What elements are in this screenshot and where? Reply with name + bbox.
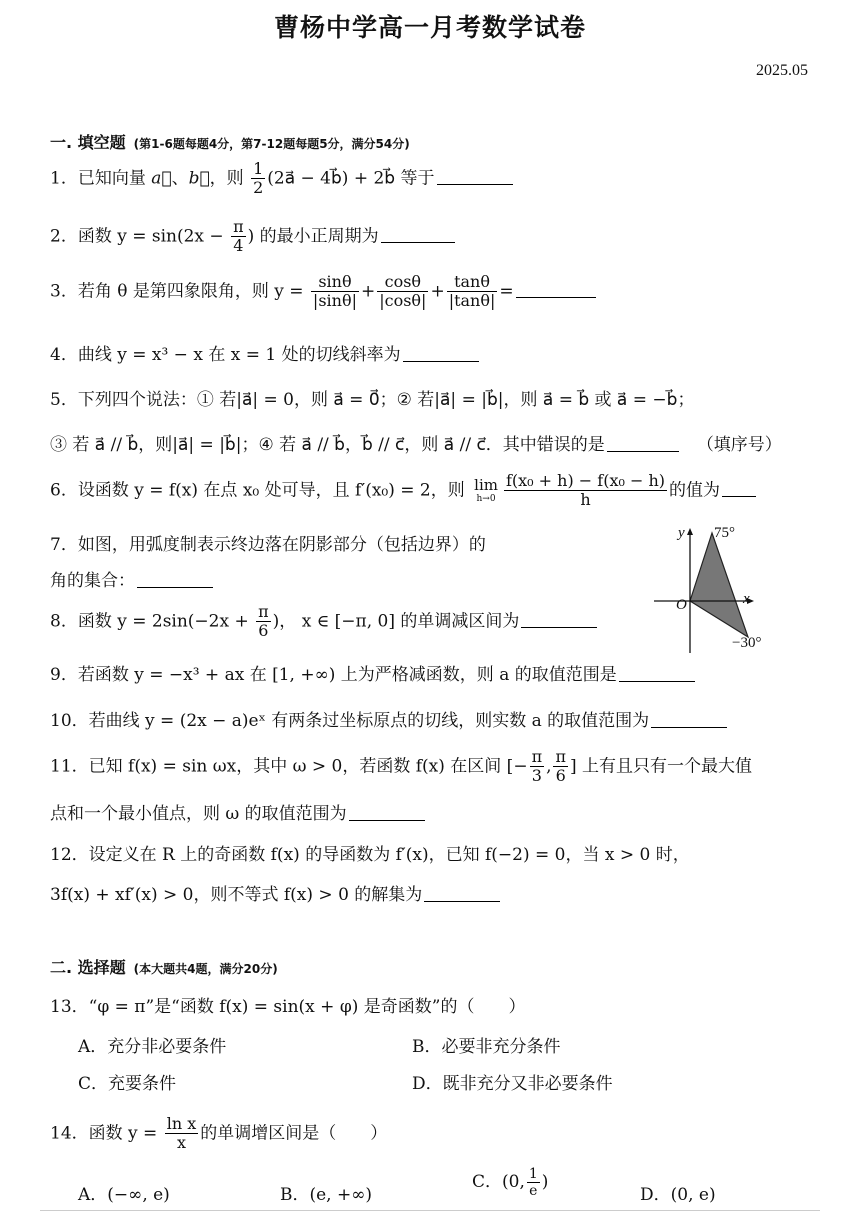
question-12-line-2 [50,880,500,905]
question-3: 3．若角 θ 是第四象限角，则 y = $\frac{\sin\theta}{|\sin\theta|}$ + $\frac{\cos\theta}{|\cos\theta|}$ + $\frac{\tan\theta}{|\tan\theta|}$ = [50,273,596,311]
y-axis-arrow [687,528,693,535]
question-12-line-1 [50,840,690,865]
q5-answer-blank[interactable] [607,434,679,452]
question-7-line-1 [50,530,486,555]
question-4 [50,340,479,365]
q13-option-c[interactable]: C．充要条件 [78,1074,177,1094]
question-8 [50,603,597,641]
q3-fraction-2: $\frac{\cos\theta}{|\cos\theta|}$ [379,272,427,311]
page-bottom-rule [40,1210,820,1211]
q14-option-c-label: C．(0, [472,1172,525,1193]
q8-text-b: )， x ∈ [−π, 0] 的单调减区间为 [272,611,520,632]
q10-text: 10．若曲线 y = (2x − a)eˣ 有两条过坐标原点的切线，则实数 a 的取值范围为 [50,711,650,731]
q2-answer-blank[interactable] [381,225,455,243]
q14-option-c[interactable] [472,1166,548,1199]
q11-fraction-2: $\frac{\pi}{6}$ [555,747,566,786]
q1-fraction: $\frac{1}{2}$ [253,159,264,198]
q7-answer-blank[interactable] [137,570,213,588]
angle-diagram [650,525,785,655]
fig-angle-bottom: −30° [732,635,762,651]
q14-text-b: 的单调增区间是（ ） [200,1123,388,1144]
q1-text-a: 1．已知向量 [50,168,146,189]
q12-text-b: 3f(x) + xf′(x) > 0，则不等式 f(x) > 0 的解集为 [50,885,423,905]
question-7-line-2 [50,566,213,591]
q7-text-b: 角的集合： [50,571,135,591]
q13-option-b[interactable]: B．必要非充分条件 [412,1037,561,1057]
q11-answer-blank[interactable] [349,803,425,821]
q4-text: 4．曲线 y = x³ − x 在 x = 1 处的切线斜率为 [50,345,401,365]
q12-answer-blank[interactable] [424,884,500,902]
fig-x-label: x [743,591,750,607]
q14-fraction: $\frac{\text{ln x}}{x}$ [166,1114,197,1153]
section-1-title: 一. 填空题 [50,133,126,152]
q13-option-a[interactable]: A．充分非必要条件 [78,1037,227,1057]
q14-option-c-fraction: $\frac{1}{e}$ [528,1166,538,1200]
q3-text-a: 3．若角 θ 是第四象限角，则 y = [50,281,304,302]
q12-text-a: 12．设定义在 R 上的奇函数 f(x) 的导函数为 f′(x)，已知 f(−2) = 0，当 x > 0 时， [50,845,690,865]
q14-option-c-end: ) [541,1172,549,1193]
q11-comma: , [546,756,552,777]
q5-text-b: ③ 若 a⃗ // b⃗，则|a⃗| = |b⃗|；④ 若 a⃗ // b⃗，b⃗ // c⃗，则 a⃗ // c⃗．其中错误的是 [50,435,605,455]
q3-answer-blank[interactable] [516,280,596,298]
q6-fraction: $\frac{\text{f(x₀ + h) − f(x₀ − h)}}{h}$ [505,471,665,510]
q11-text-a: 11．已知 f(x) = sin ωx，其中 ω > 0，若函数 f(x) 在区间 [− [50,756,528,777]
fig-y-label: y [678,525,685,541]
q3-text-b: = [499,281,514,302]
question-14 [50,1115,387,1153]
exam-title: 曹杨中学高一月考数学试卷 [273,13,586,42]
q11-fraction-1: $\frac{\pi}{3}$ [531,747,543,786]
question-11-line-2 [50,799,425,824]
exam-date: 2025.05 [756,62,808,79]
q1-text-c: ，则 [209,168,244,189]
section-2-title: 二. 选择题 [50,958,126,977]
q6-limit: lim h→0 [474,476,498,505]
q1-text-d: (2a⃗ − 4b⃗) + 2b⃗ 等于 [267,168,435,189]
question-6 [50,472,756,510]
question-9 [50,660,695,685]
q14-option-b[interactable]: B．(e, +∞) [280,1185,373,1205]
section-1-note: (第1-6题每题4分，第7-12题每题5分，满分54分) [133,137,410,151]
q8-fraction: $\frac{\pi}{6}$ [258,602,269,641]
q3-fraction-3: $\frac{\tan\theta}{|\tan\theta|}$ [448,272,496,311]
q5-tail: （填序号） [696,435,782,455]
fig-angle-top: 75° [714,525,735,541]
section-2-note: (本大题共4题，满分20分) [133,962,278,976]
q4-answer-blank[interactable] [403,344,479,362]
q5-text-a: 5．下列四个说法：① 若|a⃗| = 0，则 a⃗ = 0⃗；② 若|a⃗| = |b⃗|，则 a⃗ = b⃗ 或 a⃗ = −b⃗； [50,390,695,410]
q1-text-b: 、 [171,168,189,189]
section-1-heading [50,130,410,153]
q9-text: 9．若函数 y = −x³ + ax 在 [1, +∞) 上为严格减函数，则 a 的取值范围是 [50,665,617,685]
q2-fraction: $\frac{\pi}{4}$ [233,217,244,256]
q2-text-b: ) 的最小正周期为 [247,226,379,247]
angle-figure [650,525,785,655]
q3-fraction-1: $\frac{\sin\theta}{|\sin\theta|}$ [312,272,357,311]
shaded-region [690,533,748,637]
question-2 [50,218,455,256]
question-10 [50,706,727,731]
q14-option-d[interactable]: D．(0, e) [640,1185,716,1205]
q11-text-b: ] 上有且只有一个最大值 [570,756,753,777]
question-11-line-1 [50,748,752,786]
q13-text: 13．“φ = π”是“函数 f(x) = sin(x + φ) 是奇函数”的（ ） [50,997,526,1017]
question-13 [50,992,525,1017]
section-2-heading [50,955,278,978]
q11-text-c: 点和一个最小值点，则 ω 的取值范围为 [50,804,347,824]
question-1: 1．已知向量 a⃗、b⃗，则 $\frac{1}{2}$ (2a⃗ − 4b⃗) + 2b⃗ 等于 [50,160,513,198]
fig-origin-label: O [676,597,687,613]
q8-answer-blank[interactable] [521,610,597,628]
q2-text-a: 2．函数 y = sin(2x − [50,226,224,247]
question-5-line-1 [50,385,694,410]
q6-answer-blank[interactable] [722,479,756,497]
q10-answer-blank[interactable] [651,710,727,728]
q14-text-a: 14．函数 y = [50,1123,158,1144]
q8-text-a: 8．函数 y = 2sin(−2x + [50,611,249,632]
q7-text-a: 7．如图，用弧度制表示终边落在阴影部分（包括边界）的 [50,535,486,555]
question-5-line-2 [50,430,782,455]
q1-answer-blank[interactable] [437,167,513,185]
q6-text-a: 6．设函数 y = f(x) 在点 x₀ 处可导，且 f′(x₀) = 2，则 [50,480,465,501]
q6-text-b: 的值为 [669,480,720,501]
q13-option-d[interactable]: D．既非充分又非必要条件 [412,1074,613,1094]
q9-answer-blank[interactable] [619,664,695,682]
q14-option-a[interactable]: A．(−∞, e) [78,1185,170,1205]
